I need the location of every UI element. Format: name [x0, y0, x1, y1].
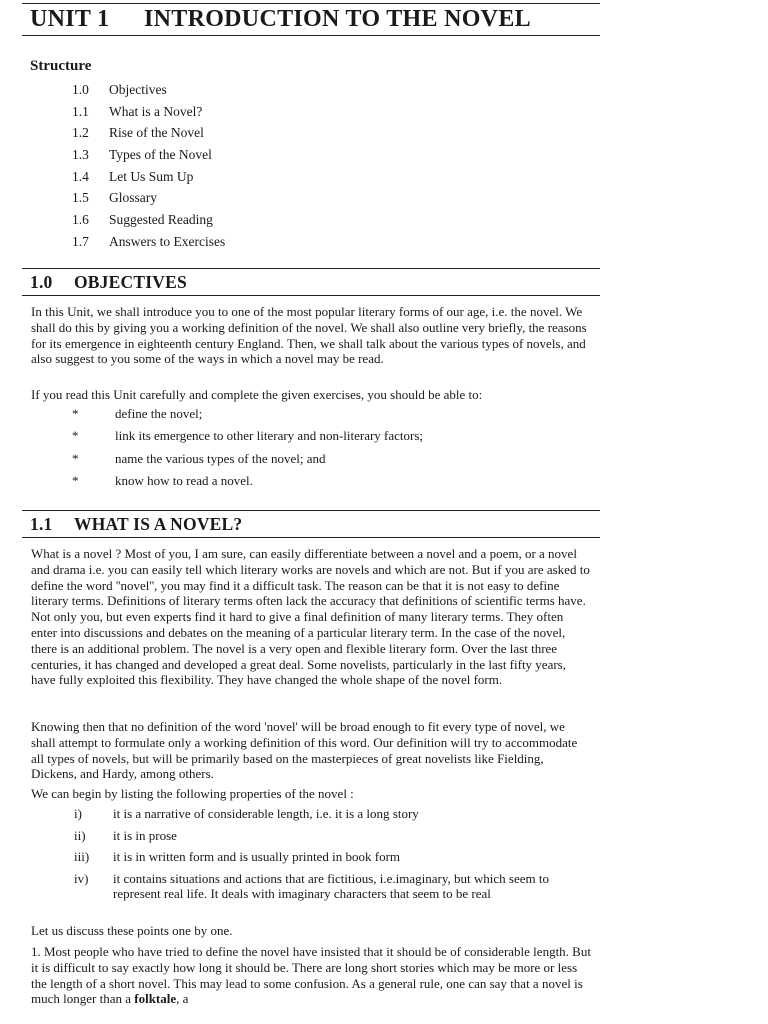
unit-title-underline: [22, 35, 600, 36]
objectives-intro-paragraph: In this Unit, we shall introduce you to one of the most popular literary forms of our age, i.e. the novel. We shall do this by giving you a working definition of the novel. We shall also outline very briefly, the reasons for its emergence in eighteenth century England. Then, we shall talk about the various types of novels, and also suggest to you some of the ways in which a novel may be read.: [31, 304, 587, 367]
what-is-novel-top-rule: [22, 510, 600, 511]
property-item: [74, 828, 593, 844]
property-item: [74, 806, 593, 822]
objectives-outcomes-paragraph: If you read this Unit carefully and complete the given exercises, you should be able to:: [31, 387, 483, 402]
point-one-tail: , a: [176, 991, 189, 1007]
toc-item: [72, 122, 225, 144]
bullet-text: define the novel;: [115, 406, 203, 421]
property-item: [74, 849, 593, 865]
objectives-bullet-list: [72, 403, 423, 492]
toc-item: [72, 79, 225, 101]
section-number: 1.1: [30, 514, 53, 534]
what-is-novel-paragraph-1: What is a novel ? Most of you, I am sure, can easily differentiate between a novel and a poem, or a novel and drama i.e. you can easily tell which literary works are novels and which are not. But if you are asked to define the word ''novel'', you may find it a difficult task. The reason can be that it is not easy to define literary terms. Definitions of literary terms often lack the accuracy that definitions of scientific terms have. Not only you, but even experts find it hard to give a final definition of many literary terms. They often enter into discussions and debates on the meaning of a particular literary term. In the case of the novel, there is an additional problem. The novel is a very open and flexible literary form. Over the last three centuries, it has changed and developed a great deal. Some novelists, particularly in the last fifty years, have fully exploited this flexibility. They have changed the whole shape of the novel form.: [31, 546, 590, 688]
toc-item: [72, 101, 225, 123]
property-item: [74, 871, 593, 902]
point-one-text: 1. Most people who have tried to define the novel have insisted that it should be of considerable length. But it is difficult to say exactly how long it should be. There are long short stories which may be more or less the length of a short novel. This may lead to some confusion. As a general rule, one can say that a novel is much longer than a: [31, 944, 591, 1007]
section-title: WHAT IS A NOVEL?: [74, 514, 243, 534]
section-number: 1.0: [30, 272, 53, 292]
toc-item-label: Rise of the Novel: [109, 125, 204, 141]
properties-intro-paragraph: We can begin by listing the following properties of the novel :: [31, 786, 354, 801]
toc-item-label: Let Us Sum Up: [109, 168, 194, 184]
structure-heading: Structure: [30, 58, 92, 74]
toc-item-number: 1.1: [72, 103, 89, 119]
objectives-top-rule: [22, 268, 600, 269]
toc-item-number: 1.7: [72, 233, 89, 249]
toc-item-number: 1.5: [72, 190, 89, 206]
property-text: it is in written form and is usually printed in book form: [113, 849, 401, 864]
property-number: iv): [74, 870, 89, 886]
section-title: OBJECTIVES: [74, 272, 187, 292]
objectives-underline: [22, 295, 600, 296]
toc-item-number: 1.3: [72, 147, 89, 163]
folktale-term: folktale: [134, 991, 177, 1007]
bullet-star: *: [72, 406, 79, 421]
toc-item: [72, 231, 225, 253]
toc-item-label: What is a Novel?: [109, 103, 203, 119]
property-text: it is a narrative of considerable length, i.e. it is a long story: [113, 806, 419, 821]
bullet-text: name the various types of the novel; and: [115, 450, 326, 466]
unit-title-text: INTRODUCTION TO THE NOVEL: [144, 6, 531, 32]
toc-item-number: 1.2: [72, 125, 89, 141]
point-one-paragraph: [31, 944, 591, 1007]
bullet-text: link its emergence to other literary and non-literary factors;: [115, 428, 424, 444]
bullet-item: [72, 448, 423, 470]
toc-item-number: 1.4: [72, 168, 89, 184]
property-number: iii): [74, 849, 90, 864]
unit-title: [30, 6, 531, 33]
toc-item-number: 1.6: [72, 212, 89, 228]
bullet-item: [72, 425, 423, 447]
what-is-novel-paragraph-2: Knowing then that no definition of the word 'novel' will be broad enough to fit every type of novel, we shall attempt to formulate only a working definition of this word. Our definition will try to accommodate all types of novels, but will be primarily based on the masterpieces of great novelists like Fielding, Dickens, and Hardy, among others.: [31, 719, 578, 782]
what-is-novel-heading: [30, 514, 242, 535]
what-is-novel-underline: [22, 537, 600, 538]
bullet-item: [72, 470, 423, 492]
toc-item: [72, 144, 225, 166]
toc-item-label: Glossary: [109, 190, 157, 206]
structure-list: [72, 79, 225, 253]
property-number: i): [74, 806, 82, 821]
unit-number: UNIT 1: [30, 6, 110, 32]
novel-properties-list: [74, 806, 593, 902]
toc-item: [72, 166, 225, 188]
toc-item-label: Suggested Reading: [109, 212, 213, 228]
property-text: it contains situations and actions that are fictitious, i.e.imaginary, but which seem to represent real life. It deals with imaginary characters that seem to be real: [113, 870, 550, 901]
property-number: ii): [74, 827, 86, 843]
toc-item-label: Types of the Novel: [109, 147, 212, 163]
top-rule: [22, 3, 600, 4]
bullet-text: know how to read a novel.: [115, 472, 253, 488]
toc-item-label: Objectives: [109, 82, 167, 97]
bullet-star: *: [72, 472, 79, 488]
toc-item: [72, 209, 225, 231]
toc-item-label: Answers to Exercises: [109, 233, 226, 249]
property-text: it is in prose: [113, 827, 177, 843]
toc-item-number: 1.0: [72, 82, 89, 97]
discussion-intro-paragraph: Let us discuss these points one by one.: [31, 923, 233, 938]
bullet-item: [72, 403, 423, 425]
objectives-heading: [30, 272, 187, 293]
toc-item: [72, 187, 225, 209]
bullet-star: *: [72, 450, 79, 466]
bullet-star: *: [72, 428, 79, 444]
